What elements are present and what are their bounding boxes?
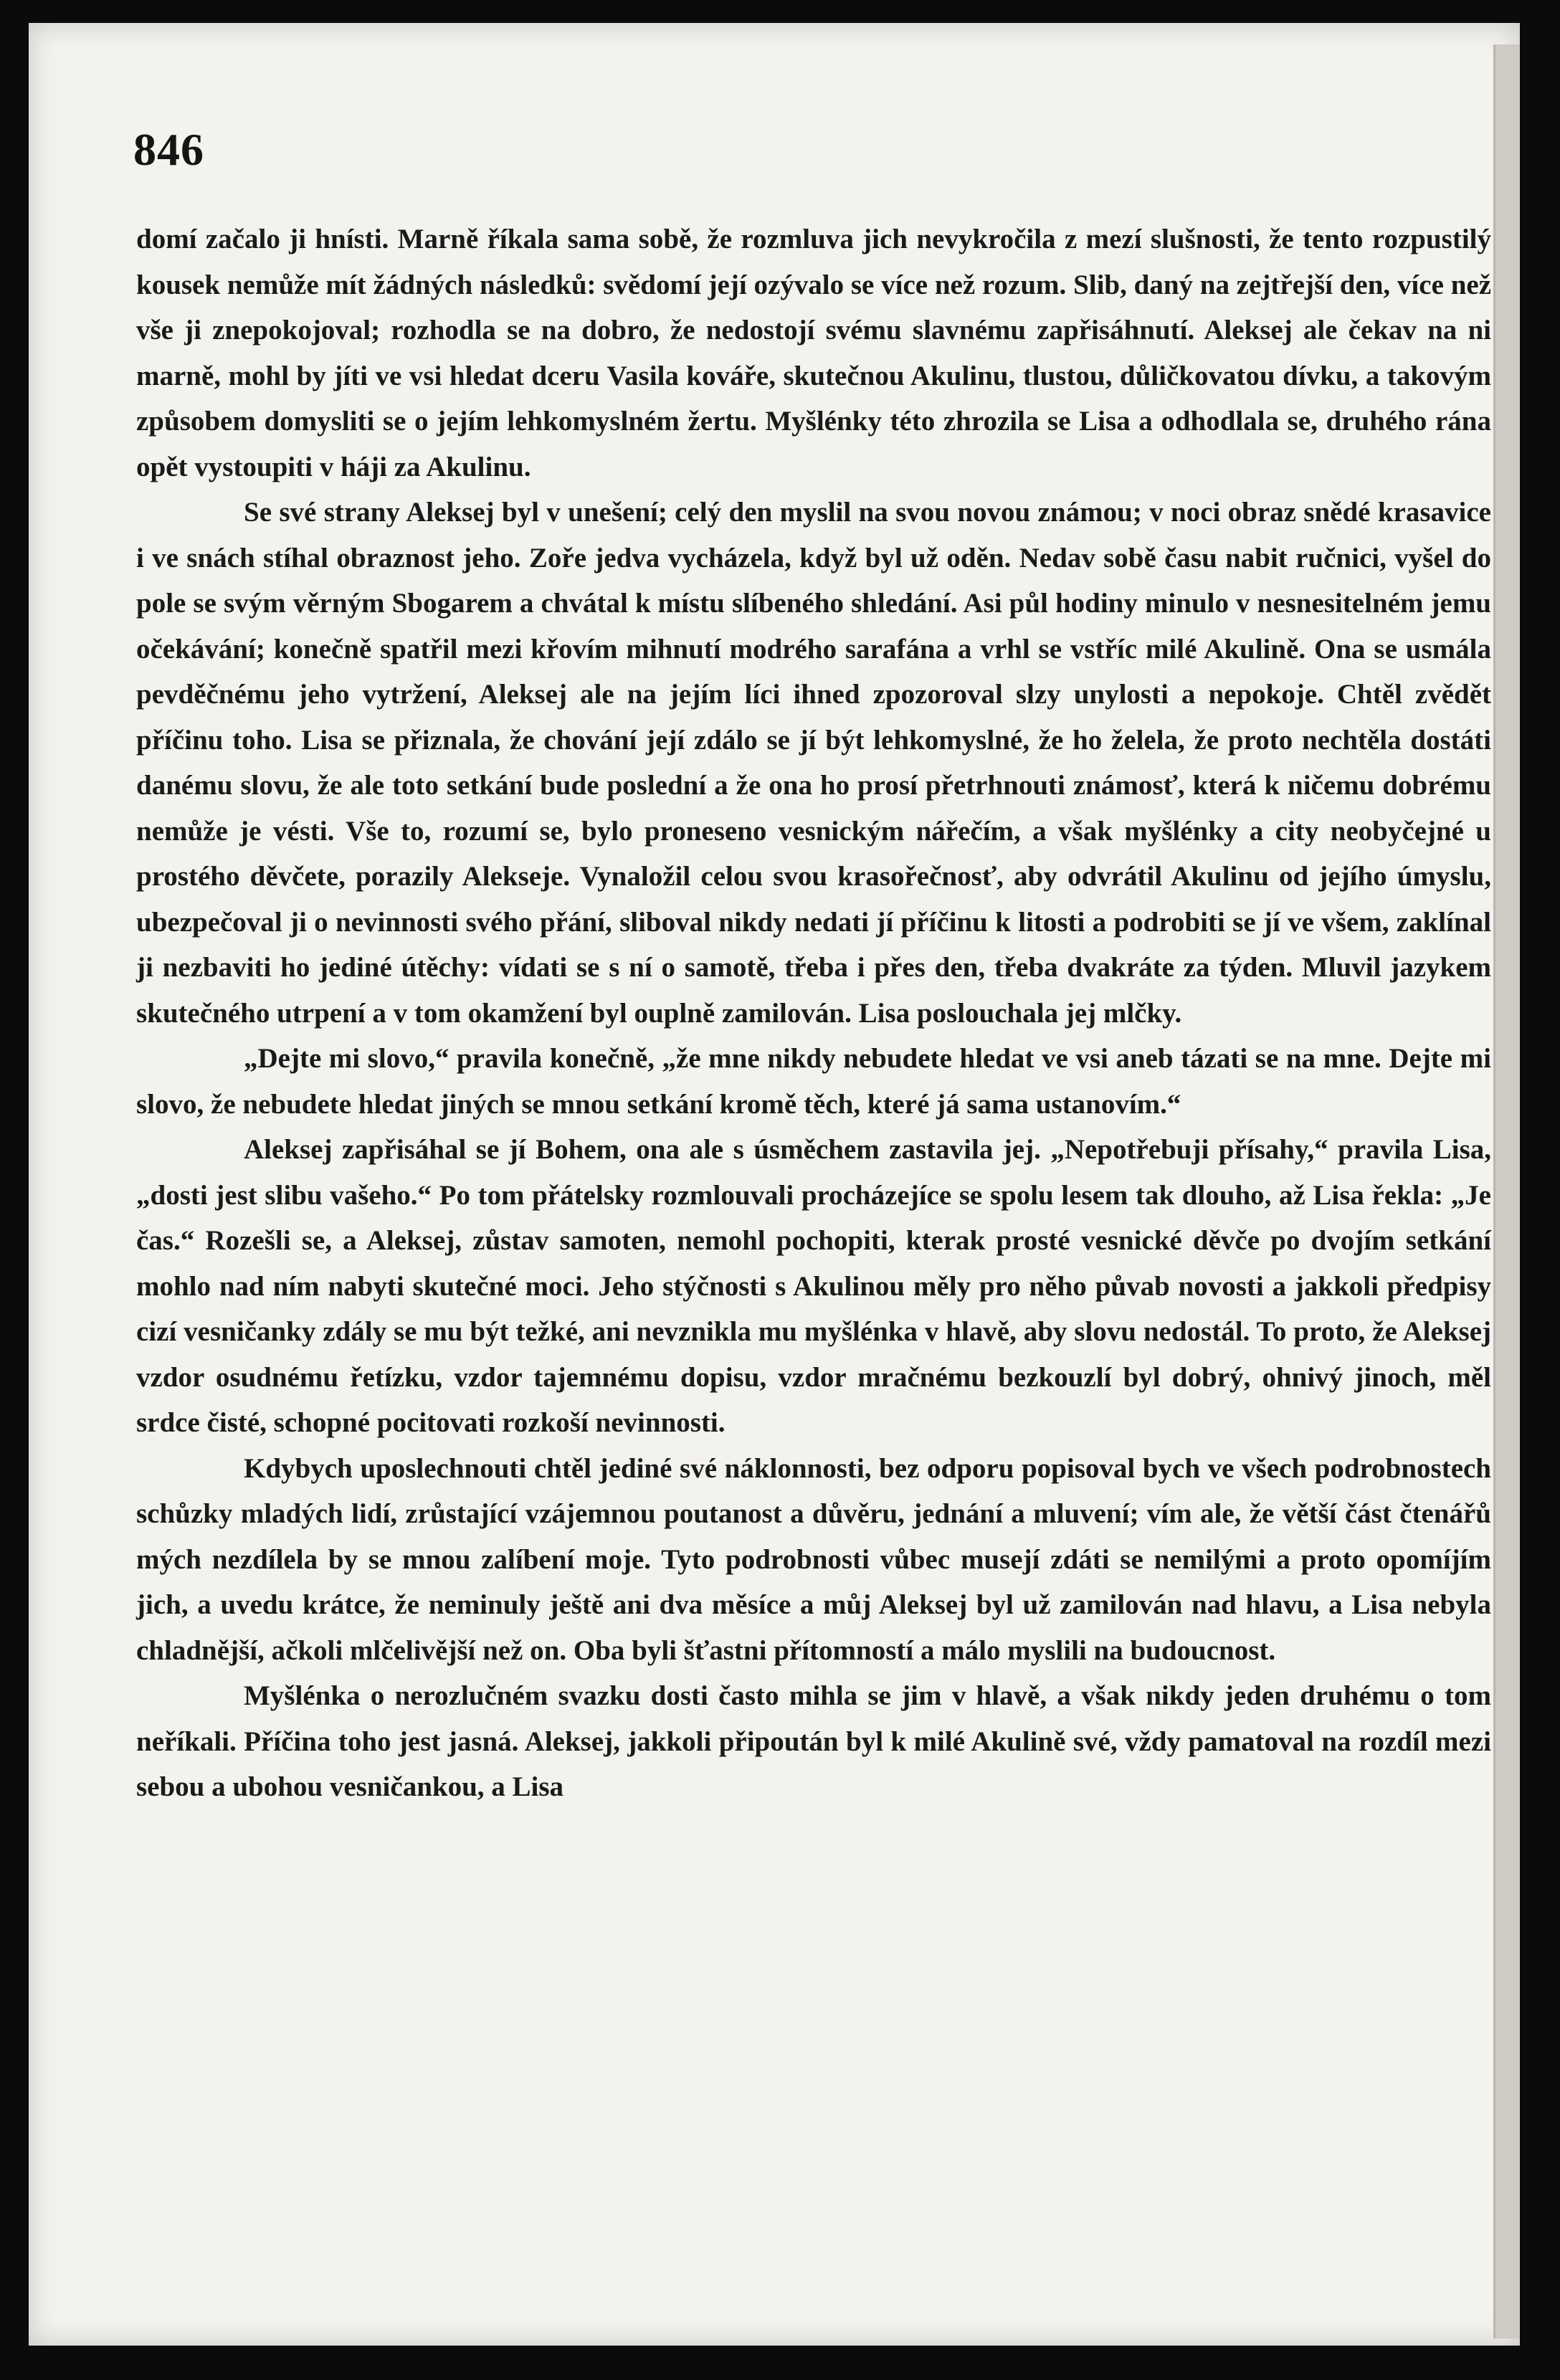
page-edge-strip	[1493, 44, 1520, 2338]
paragraph-inseparable-bond: Myšlénka o nerozlučném svazku dosti často mihla se jim v hlavě, a však nikdy jeden druhému o tom neříkali. Příčina toho jest jasná. Aleksej, jakkoli připoután byl k milé Akulině své, vždy pamatoval na rozdíl mezi sebou a ubohou vesničankou, a Lisa	[136, 1680, 1491, 1802]
body-text	[136, 216, 1491, 1810]
scanned-page	[29, 23, 1520, 2346]
paragraph-continuation: domí začalo ji hnísti. Marně říkala sama sobě, že rozmluva jich nevykročila z mezí slušnosti, že tento rozpustilý kousek nemůže mít žádných následků: svědomí její ozývalo se více než rozum. Slib, daný na zejtřejší den, více než vše ji znepokojoval; rozhodla se na dobro, že nedostojí svému slavnému zapřisáhnutí. Aleksej ale čekav na ni marně, mohl by jíti ve vsi hledat dceru Vasila kováře, skutečnou Akulinu, tlustou, důličkovatou dívku, a takovým způsobem domysliti se o jejím lehkomyslném žertu. Myšlénky této zhrozila se Lisa a odhodlala se, druhého rána opět vystoupiti v háji za Akulinu.	[136, 224, 1491, 482]
page-number: 846	[133, 124, 204, 175]
paragraph-aleksej-enraptured: Se své strany Aleksej byl v unešení; celý den myslil na svou novou známou; v noci obraz snědé krasavice i ve snách stíhal obraznost jeho. Zoře jedva vycházela, když byl už oděn. Nedav sobě času nabit ručnici, vyšel do pole se svým věrným Sbogarem a chvátal k místu slíbeného shledání. Asi půl hodiny minulo v nesnesitelném jemu očekávání; konečně spatřil mezi křovím mihnutí modrého sarafána a vrhl se vstříc milé Akulině. Ona se usmála pevděčnému jeho vytržení, Aleksej ale na jejím líci ihned zpozoroval slzy unylosti a nepokoje. Chtěl zvědět příčinu toho. Lisa se přiznala, že chování její zdálo se jí být lehkomyslné, že ho želela, že proto nechtěla dostáti danému slovu, že ale toto setkání bude poslední a že ona ho prosí přetrhnouti známosť, která k ničemu dobrému nemůže je vésti. Vše to, rozumí se, bylo proneseno vesnickým nářečím, a však myšlénky a city neobyčejné u prostého děvčete, porazily Alekseje. Vynaložil celou svou krasořečnosť, aby odvrátil Akulinu od jejího úmyslu, ubezpečoval ji o nevinnosti svého přání, sliboval nikdy nedati jí příčinu k litosti a podrobiti se jí ve všem, zaklínal ji nezbaviti ho jediné útěchy: vídati se s ní o samotě, třeba i přes den, třeba dvakráte za týden. Mluvil jazykem skutečného utrpení a v tom okamžení byl ouplně zamilován. Lisa poslouchala jej mlčky.	[136, 497, 1491, 1029]
paragraph-narrator-aside: Kdybych uposlechnouti chtěl jediné své náklonnosti, bez odporu popisoval bych ve všech podrobnostech schůzky mladých lidí, zrůstající vzájemnou poutanost a důvěru, jednání a mluvení; vím ale, že větší část čtenářů mých nezdílela by se mnou zalíbení moje. Tyto podrobnosti vůbec musejí zdáti se nemilými a proto opomíjím jich, a uvedu krátce, že neminuly ještě ani dva měsíce a můj Aleksej byl už zamilován nad hlavu, a Lisa nebyla chladnější, ačkoli mlčelivější než on. Oba byli šťastni přítomností a málo myslili na budoucnost.	[136, 1452, 1491, 1666]
paragraph-lisa-request: „Dejte mi slovo,“ pravila konečně, „že mne nikdy nebudete hledat ve vsi aneb tázati se na mne. Dejte mi slovo, že nebudete hledat jiných se mnou setkání kromě těch, které já sama ustanovím.“	[136, 1043, 1491, 1120]
paragraph-aleksej-oath: Aleksej zapřisáhal se jí Bohem, ona ale s úsměchem zastavila jej. „Nepotřebuji přísahy,“ pravila Lisa, „dosti jest slibu vašeho.“ Po tom přátelsky rozmlouvali procházejíce se spolu lesem tak dlouho, až Lisa řekla: „Je čas.“ Rozešli se, a Aleksej, zůstav samoten, nemohl pochopiti, kterak prosté vesnické děvče po dvojím setkání mohlo nad ním nabyti skutečné moci. Jeho stýčnosti s Akulinou měly pro něho půvab novosti a jakkoli předpisy cizí vesničanky zdály se mu být težké, ani nevznikla mu myšlénka v hlavě, aby slovu nedostál. To proto, že Aleksej vzdor osudnému řetízku, vzdor tajemnému dopisu, vzdor mračnému bezkouzlí byl dobrý, ohnivý jinoch, měl srdce čisté, schopné pocitovati rozkoší nevinnosti.	[136, 1134, 1491, 1438]
